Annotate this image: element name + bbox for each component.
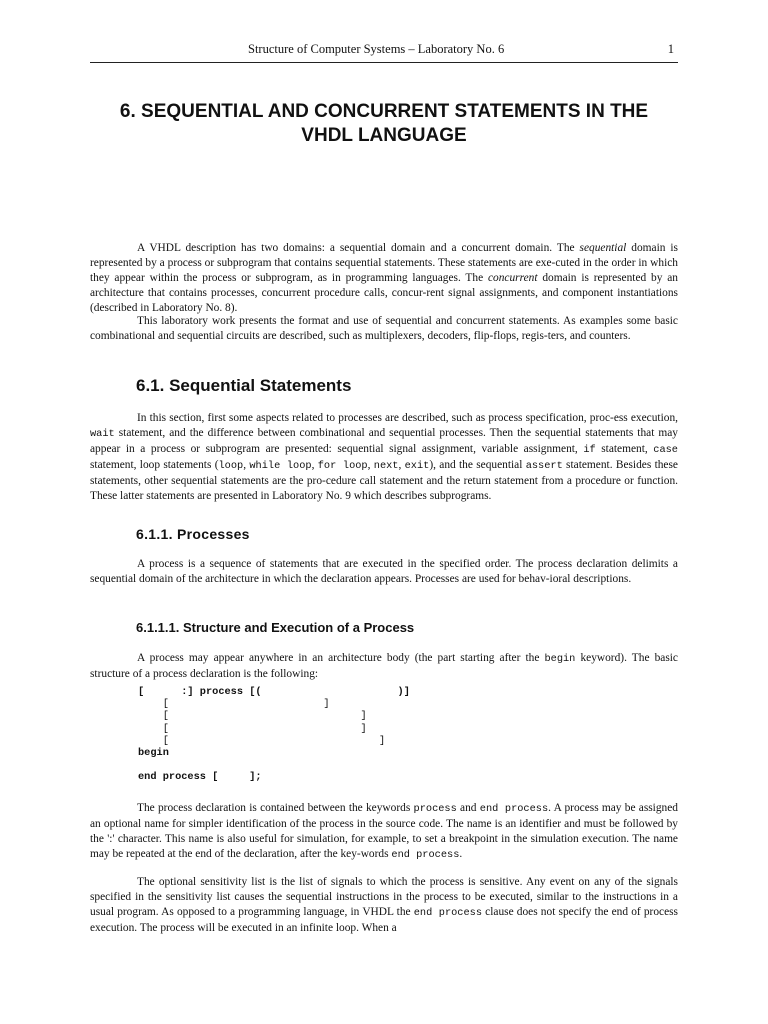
emphasis-sequential: sequential	[579, 242, 627, 254]
code-keyword: begin	[544, 653, 576, 665]
code-keyword: loop	[218, 459, 244, 472]
text-run: .	[459, 847, 463, 860]
code-line: begin	[138, 746, 169, 759]
code-keyword: wait	[90, 427, 115, 440]
text-run: statement. Besides these statements, other sequential statements are the pro-cedure call statement and the return statement from a procedure or function. These latter statements are presented in Laboratory No. 9 which describes subprograms.	[90, 458, 678, 502]
emphasis-concurrent: concurrent	[487, 271, 538, 284]
chapter-title	[90, 100, 678, 148]
code-keyword: next	[373, 459, 399, 472]
code-keyword: assert	[525, 459, 563, 472]
code-keyword: end process	[413, 906, 483, 919]
section-heading-6-1-1-1: 6.1.1.1. Structure and Execution of a Process	[136, 620, 415, 635]
text-run: domain is represented by an architecture that contains processes, concurrent procedure calls, concur-rent signal assignments, and component instantiations (described in Laboratory No. 8).	[90, 271, 678, 314]
text-run: ,	[367, 458, 374, 471]
code-keyword: process	[413, 803, 457, 815]
header-rule	[90, 62, 678, 63]
sequential-statements-paragraph	[90, 411, 678, 503]
code-keyword: for loop	[317, 459, 368, 472]
sensitivity-list-paragraph	[90, 875, 678, 936]
code-keyword: while loop	[249, 459, 312, 472]
process-declaration-paragraph	[90, 801, 678, 863]
code-keyword: end process	[479, 803, 549, 815]
intro-paragraph-2: This laboratory work presents the format and use of sequential and concurrent statements. As examples some basic combinational and sequential circuits are described, such as multiplexers, decoders, flip-flops, regis-ters, and counters.	[90, 315, 678, 342]
text-run: ), and the sequential	[429, 458, 526, 471]
text-run: A process may appear anywhere in an architecture body (the part starting after the	[137, 652, 545, 664]
code-keyword: if	[583, 443, 596, 456]
text-run: In this section, first some aspects related to processes are described, such as process specification, proc-ess execution,	[137, 412, 678, 424]
section-heading-6-1-1: 6.1.1. Processes	[136, 526, 250, 542]
running-header	[90, 42, 678, 60]
code-line: [ ]	[138, 698, 330, 711]
text-run: statement, loop statements (	[90, 458, 219, 471]
code-line: [ :] process [( )]	[138, 686, 410, 698]
code-line	[138, 759, 410, 771]
section-heading-6-1: 6.1. Sequential Statements	[136, 376, 352, 395]
text-run: ,	[243, 458, 250, 471]
code-keyword: case	[653, 443, 678, 456]
text-run: clause does not specify the end of process execution. The process will be executed in an infinite loop. When a	[90, 905, 678, 934]
processes-paragraph: A process is a sequence of statements that are executed in the specified order. The process declaration delimits a sequential domain of the architecture in which the declaration appears. Processes are used for behav-ioral descriptions.	[90, 558, 678, 585]
intro-paragraph-1	[90, 241, 678, 316]
page-number: 1	[667, 42, 674, 56]
code-line: [ ]	[138, 734, 386, 747]
code-keyword: end process	[391, 848, 460, 861]
text-run: statement,	[595, 442, 654, 455]
text-run: A VHDL description has two domains: a sequential domain and a concurrent domain. The	[137, 242, 580, 254]
chapter-title-line-2: VHDL LANGUAGE	[301, 125, 467, 146]
code-line: end process [ ];	[138, 771, 262, 784]
text-run: and	[456, 802, 480, 814]
text-run: The process declaration is contained between the keywords	[137, 802, 414, 814]
chapter-title-line-1: 6. SEQUENTIAL AND CONCURRENT STATEMENTS IN THE	[119, 101, 649, 122]
text-run: ,	[398, 458, 405, 471]
code-line: [ ]	[138, 710, 367, 723]
text-run: ,	[311, 458, 318, 471]
text-run: domain is represented by a process or subprogram that contains sequential statements. These statements are exe-cuted in the order in which they appear within the process or subprogram, as in programming languages. The	[90, 242, 678, 284]
text-run: statement, and the difference between combinational and sequential processes. Then the sequential statements that may appear in a process or subprogram are presented: sequential signal assignment, variable assignment,	[90, 426, 678, 455]
text-run: The optional sensitivity list is the list of signals to which the process is sensitive. Any event on any of the signals specified in the sensitivity list causes the sequential instructions in the process to be executed, similar to the instructions in a usual program. As opposed to a programming language, in VHDL the	[90, 876, 678, 918]
process-syntax-code-block	[138, 686, 410, 784]
code-line: [ ]	[138, 722, 367, 735]
text-run: . A process may be assigned an optional name for simpler identification of the process in the source code. The name is an identifier and must be followed by the ':' character. This name is also useful for simulation, for example, to set a breakpoint in the simulation execution. The name may be repeated at the end of the declaration, after the key-words	[90, 802, 678, 860]
running-header-title: Structure of Computer Systems – Laboratory No. 6	[248, 42, 505, 56]
code-keyword: exit	[404, 459, 430, 472]
process-structure-paragraph	[90, 651, 678, 682]
text-run: keyword). The basic structure of a process declaration is the following:	[90, 652, 678, 680]
